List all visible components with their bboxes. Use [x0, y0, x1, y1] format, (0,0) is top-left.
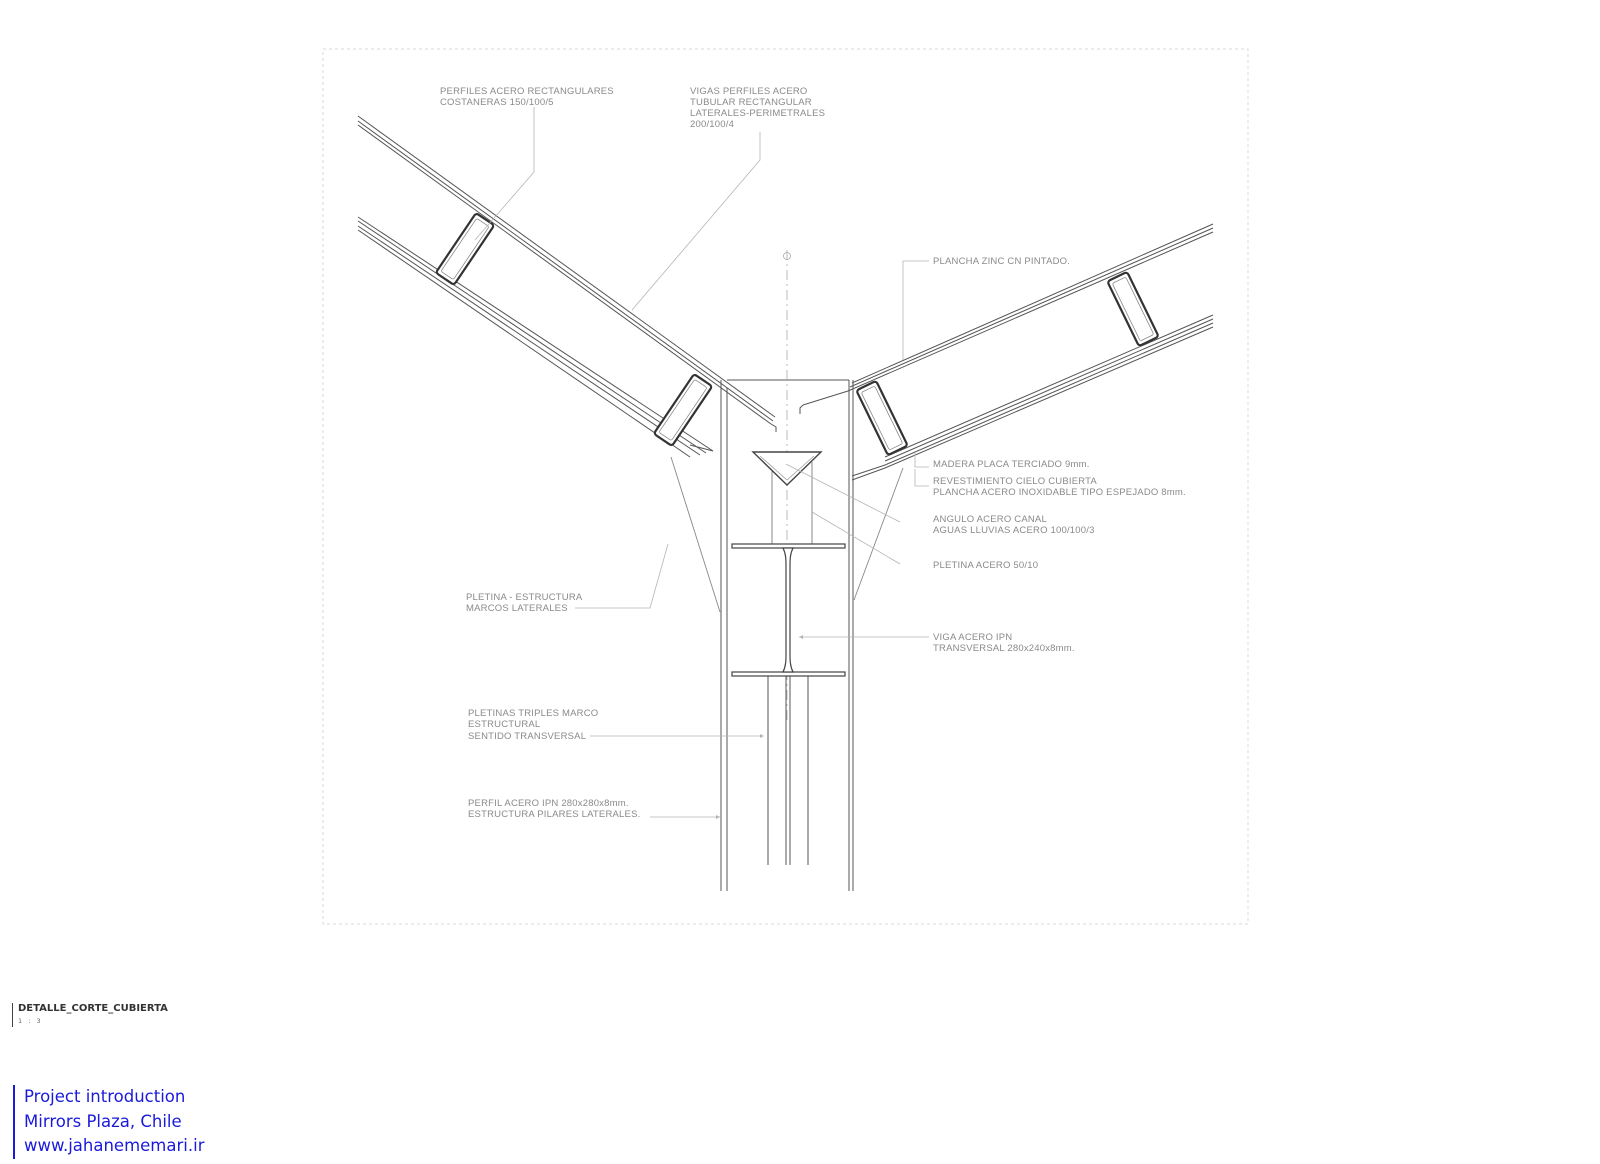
drawing-scale: 1 : 3 — [18, 1017, 43, 1025]
label-vigas-4: 200/100/4 — [690, 119, 735, 130]
credit-line-2: Mirrors Plaza, Chile — [24, 1111, 182, 1131]
label-pletinas-triples-2: ESTRUCTURAL — [468, 719, 541, 730]
label-angulo-1: ANGULO ACERO CANAL — [933, 514, 1047, 525]
label-pletinas-triples-1: PLETINAS TRIPLES MARCO — [468, 708, 599, 719]
label-angulo-2: AGUAS LLUVIAS ACERO 100/100/3 — [933, 525, 1095, 536]
label-vigas-3: LATERALES-PERIMETRALES — [690, 108, 826, 119]
project-credits — [13, 1085, 204, 1159]
right-purlin-upper — [1107, 272, 1158, 346]
label-perfil-ipn-2: ESTRUCTURA PILARES LATERALES. — [468, 809, 641, 820]
label-pletina-estructura-2: MARCOS LATERALES — [466, 603, 568, 614]
label-plancha-zinc: PLANCHA ZINC CN PINTADO. — [933, 256, 1071, 267]
label-perfiles-2: COSTANERAS 150/100/5 — [440, 97, 554, 108]
credit-website-link[interactable]: www.jahanememari.ir — [24, 1136, 205, 1155]
drawing-title-block — [12, 1003, 168, 1027]
label-vigas-1: VIGAS PERFILES ACERO — [690, 86, 808, 97]
label-viga-ipn-2: TRANSVERSAL 280x240x8mm. — [933, 643, 1075, 654]
label-perfil-ipn-1: PERFIL ACERO IPN 280x280x8mm. — [468, 798, 629, 809]
label-pletinas-triples-3: SENTIDO TRANSVERSAL — [468, 731, 587, 742]
label-perfiles-1: PERFILES ACERO RECTANGULARES — [440, 86, 614, 97]
label-pletina-50: PLETINA ACERO 50/10 — [933, 560, 1039, 571]
label-revestimiento-2: PLANCHA ACERO INOXIDABLE TIPO ESPEJADO 8mm. — [933, 487, 1186, 498]
label-revestimiento-1: REVESTIMIENTO CIELO CUBIERTA — [933, 476, 1097, 487]
drawing-title: DETALLE_CORTE_CUBIERTA — [18, 1003, 168, 1014]
credit-line-1: Project introduction — [24, 1087, 186, 1106]
label-vigas-2: TUBULAR RECTANGULAR — [690, 97, 812, 108]
label-pletina-estructura-1: PLETINA - ESTRUCTURA — [466, 592, 583, 603]
label-madera: MADERA PLACA TERCIADO 9mm. — [933, 459, 1090, 470]
right-purlin-lower — [856, 381, 907, 455]
left-roof-arm — [358, 116, 776, 457]
left-purlin-lower — [654, 374, 713, 446]
ipn-transversal-beam — [732, 544, 845, 676]
label-viga-ipn-1: VIGA ACERO IPN — [933, 632, 1013, 643]
left-purlin-upper — [436, 213, 495, 285]
